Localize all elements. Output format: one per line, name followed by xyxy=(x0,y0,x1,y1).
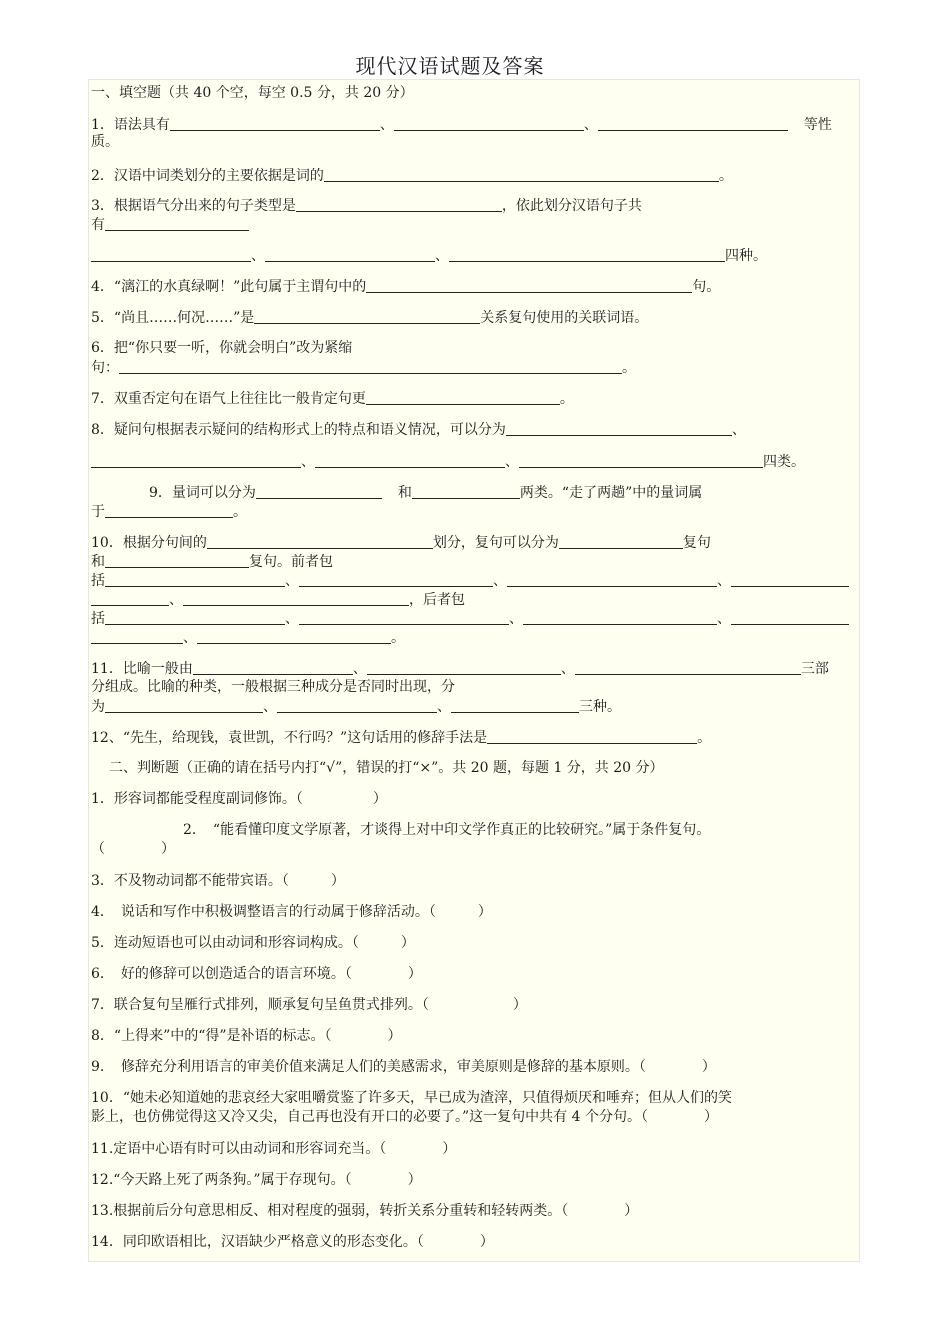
separator: 、 xyxy=(263,699,277,715)
q10-blank-12[interactable] xyxy=(523,609,717,625)
question-12 xyxy=(91,728,855,748)
judge-item-2-paren[interactable]: （ ） xyxy=(91,841,175,857)
separator: 、 xyxy=(251,248,265,264)
separator: 、 xyxy=(285,611,299,627)
q10-text-5: 复句。前者包 xyxy=(249,554,333,570)
judge-item-14: 14．同印欧语相比，汉语缺少严格意义的形态变化。（ ） xyxy=(91,1234,494,1250)
q9-blank-3[interactable] xyxy=(105,502,233,518)
q8-blank-4[interactable] xyxy=(519,452,763,468)
judge-item-10: 10．“她未必知道她的悲哀经大家咀嚼赏鉴了许多天，早已成为渣滓，只值得烦厌和唾弃；但从人们的笑 xyxy=(91,1090,732,1106)
q9-blank-1[interactable] xyxy=(256,483,382,499)
q11-text: 11．比喻一般由 xyxy=(91,661,193,677)
question-4 xyxy=(91,277,855,297)
q11-blank-2[interactable] xyxy=(367,659,561,675)
q12-end: 。 xyxy=(697,730,712,746)
q7-text: 7．双重否定句在语气上往往比一般肯定句更 xyxy=(91,391,366,407)
question-11 xyxy=(91,659,855,679)
judge-item-9: 9． 修辞充分利用语言的审美价值来满足人们的美感需求，审美原则是修辞的基本原则。（ ） xyxy=(91,1059,716,1075)
separator: 、 xyxy=(493,573,507,589)
q3-blank-4[interactable] xyxy=(265,246,435,262)
judge-item-5: 5．连动短语也可以由动词和形容词构成。（ ） xyxy=(91,935,415,951)
question-6: 6．把“你只要一听，你就会明白”改为紧缩 xyxy=(91,340,353,356)
q3-end: 四种。 xyxy=(725,248,767,264)
q6-end: 。 xyxy=(622,360,636,376)
judge-item-13: 13.根据前后分句意思相反、相对程度的强弱，转折关系分重转和轻转两类。（ ） xyxy=(91,1203,639,1219)
q10-blank-2[interactable] xyxy=(559,533,683,549)
separator: 、 xyxy=(560,661,575,677)
q9-text-4: 于 xyxy=(91,504,105,520)
q9-end: 。 xyxy=(233,504,247,520)
q10-blank-5[interactable] xyxy=(299,571,493,587)
q2-blank[interactable] xyxy=(324,166,719,182)
q11-line-3 xyxy=(91,697,855,717)
judge-item-6: 6． 好的修辞可以创造适合的语言环境。（ ） xyxy=(91,966,422,982)
q8-blank-1[interactable] xyxy=(506,420,732,436)
separator: 、 xyxy=(583,117,598,133)
page-title: 现代汉语试题及答案 xyxy=(355,54,545,78)
judge-item-10-cont: 影上，也仿佛觉得这又冷又尖，自己再也没有开口的必要了。”这一复句中共有 4 个分句。（ ） xyxy=(91,1109,718,1125)
question-2 xyxy=(91,166,855,186)
separator: 、 xyxy=(509,611,523,627)
q6-blank[interactable] xyxy=(119,358,622,374)
q10-text-2: 划分，复句可以分为 xyxy=(432,535,559,551)
q10-blank-15[interactable] xyxy=(197,628,391,644)
q10-blank-11[interactable] xyxy=(299,609,509,625)
separator: 、 xyxy=(505,454,519,470)
q10-text-4: 和 xyxy=(91,554,105,570)
q10-line-4 xyxy=(91,590,855,610)
q3-line-2 xyxy=(91,215,855,235)
separator: 、 xyxy=(717,573,731,589)
q3-text-2: ，依此划分汉语句子共 xyxy=(501,198,642,214)
q10-text: 10．根据分句间的 xyxy=(91,535,207,551)
q10-line-2 xyxy=(91,552,855,572)
q4-end: 句。 xyxy=(692,279,721,295)
q11-blank-4[interactable] xyxy=(105,697,263,713)
judge-item-11: 11.定语中心语有时可以由动词和形容词充当。（ ） xyxy=(91,1141,457,1157)
separator: 、 xyxy=(352,661,367,677)
q10-blank-4[interactable] xyxy=(105,571,285,587)
q7-blank[interactable] xyxy=(366,389,560,405)
q10-blank-6[interactable] xyxy=(507,571,717,587)
q11-line-2: 分组成。比喻的种类，一般根据三种成分是否同时出现，分 xyxy=(91,679,455,695)
q3-blank-1[interactable] xyxy=(296,196,502,212)
q3-blank-3[interactable] xyxy=(91,246,251,262)
q3-text-3: 有 xyxy=(91,217,105,233)
q9-text: 9．量词可以分为 xyxy=(149,485,256,501)
separator: 、 xyxy=(169,592,183,608)
judge-item-1: 1．形容词都能受程度副词修饰。（ ） xyxy=(91,791,387,807)
q10-blank-13[interactable] xyxy=(731,609,849,625)
q10-blank-14[interactable] xyxy=(91,628,183,644)
q11-text-4: 为 xyxy=(91,699,105,715)
section2-heading: 二、判断题（正确的请在括号内打“√”，错误的打“×”。共 20 题，每题 1 分，共 20 分） xyxy=(109,760,664,776)
q5-text: 5．“尚且……何况……”是 xyxy=(91,310,255,326)
judge-item-12: 12.“今天路上死了两条狗。”属于存现句。（ ） xyxy=(91,1172,422,1188)
q11-blank-1[interactable] xyxy=(193,659,353,675)
question-7 xyxy=(91,389,855,409)
q2-text: 2．汉语中词类划分的主要依据是词的 xyxy=(91,168,324,184)
q10-blank-7[interactable] xyxy=(731,571,849,587)
question-8 xyxy=(91,420,855,440)
q3-text: 3．根据语气分出来的句子类型是 xyxy=(91,198,296,214)
section1-heading: 一、填空题（共 40 个空，每空 0.5 分，共 20 分） xyxy=(91,85,414,101)
q11-end: 三种。 xyxy=(579,699,621,715)
q3-blank-2[interactable] xyxy=(105,215,249,231)
separator: 、 xyxy=(183,630,197,646)
question-1 xyxy=(91,115,855,135)
q3-line-3 xyxy=(91,246,855,266)
judge-item-7: 7．联合复句呈雁行式排列，顺承复句呈鱼贯式排列。（ ） xyxy=(91,997,527,1013)
q9-text-2: 和 xyxy=(397,485,412,501)
q9-text-3: 两类。“走了两趟”中的量词属 xyxy=(519,485,703,501)
q4-blank[interactable] xyxy=(366,277,692,293)
q10-blank-8[interactable] xyxy=(91,590,169,606)
q11-blank-5[interactable] xyxy=(277,697,437,713)
q8-blank-3[interactable] xyxy=(315,452,505,468)
q4-text: 4．“漓江的水真绿啊！”此句属于主谓句中的 xyxy=(91,279,367,295)
separator: 、 xyxy=(435,248,449,264)
q5-end: 关系复句使用的关联词语。 xyxy=(480,310,649,326)
q12-blank[interactable] xyxy=(487,728,697,744)
q11-blank-6[interactable] xyxy=(451,697,579,713)
judge-item-4: 4． 说话和写作中积极调整语言的行动属于修辞活动。（ ） xyxy=(91,904,492,920)
q8-end: 四类。 xyxy=(763,454,805,470)
q1-text-wrap: 质。 xyxy=(91,134,119,150)
separator: 、 xyxy=(437,699,451,715)
q1-blank-1[interactable] xyxy=(170,115,380,131)
q6-text-2: 句： xyxy=(91,360,119,376)
exam-sheet xyxy=(88,79,860,1262)
q12-text: 12、“先生，给现钱，袁世凯，不行吗？”这句话用的修辞手法是 xyxy=(91,730,488,746)
separator: 、 xyxy=(731,422,746,438)
q8-text: 8．疑问句根据表示疑问的结构形式上的特点和语义情况，可以分为 xyxy=(91,422,506,438)
q3-blank-5[interactable] xyxy=(449,246,725,262)
judge-item-8: 8．“上得来”中的“得”是补语的标志。（ ） xyxy=(91,1028,402,1044)
question-10 xyxy=(91,533,855,553)
q11-text-2: 三部 xyxy=(800,661,829,677)
question-5 xyxy=(91,308,855,328)
q8-blank-2[interactable] xyxy=(91,452,301,468)
q1-blank-3[interactable] xyxy=(598,115,788,131)
q11-blank-3[interactable] xyxy=(575,659,801,675)
question-9 xyxy=(91,483,855,503)
q8-line-2 xyxy=(91,452,855,472)
q10-line-5 xyxy=(91,609,855,629)
question-3 xyxy=(91,196,855,216)
q10-end: 。 xyxy=(391,630,405,646)
q10-line-6 xyxy=(91,628,855,648)
q10-text-3: 复句 xyxy=(682,535,711,551)
q10-text-8: 括 xyxy=(91,611,105,627)
separator: 、 xyxy=(285,573,299,589)
q1-text: 1．语法具有 xyxy=(91,117,170,133)
q10-text-6: 括 xyxy=(91,573,105,589)
q1-blank-2[interactable] xyxy=(394,115,584,131)
q10-line-3 xyxy=(91,571,855,591)
q2-end: 。 xyxy=(718,168,733,184)
separator: 、 xyxy=(379,117,394,133)
q10-blank-1[interactable] xyxy=(207,533,433,549)
q7-end: 。 xyxy=(559,391,574,407)
q9-blank-2[interactable] xyxy=(412,483,520,499)
q9-line-2 xyxy=(91,502,855,522)
separator: 、 xyxy=(301,454,315,470)
judge-item-2: 2． “能看懂印度文学原著，才谈得上对中印文学作真正的比较研究。”属于条件复句。 xyxy=(183,822,711,838)
q10-blank-10[interactable] xyxy=(105,609,285,625)
judge-item-3: 3．不及物动词都不能带宾语。（ ） xyxy=(91,873,345,889)
q10-blank-9[interactable] xyxy=(183,590,409,606)
q5-blank[interactable] xyxy=(254,308,480,324)
q1-text-tail: 等性 xyxy=(803,117,832,133)
q6-line-2 xyxy=(91,358,855,378)
q10-blank-3[interactable] xyxy=(105,552,249,568)
separator: 、 xyxy=(717,611,731,627)
q10-text-7: ，后者包 xyxy=(409,592,465,608)
